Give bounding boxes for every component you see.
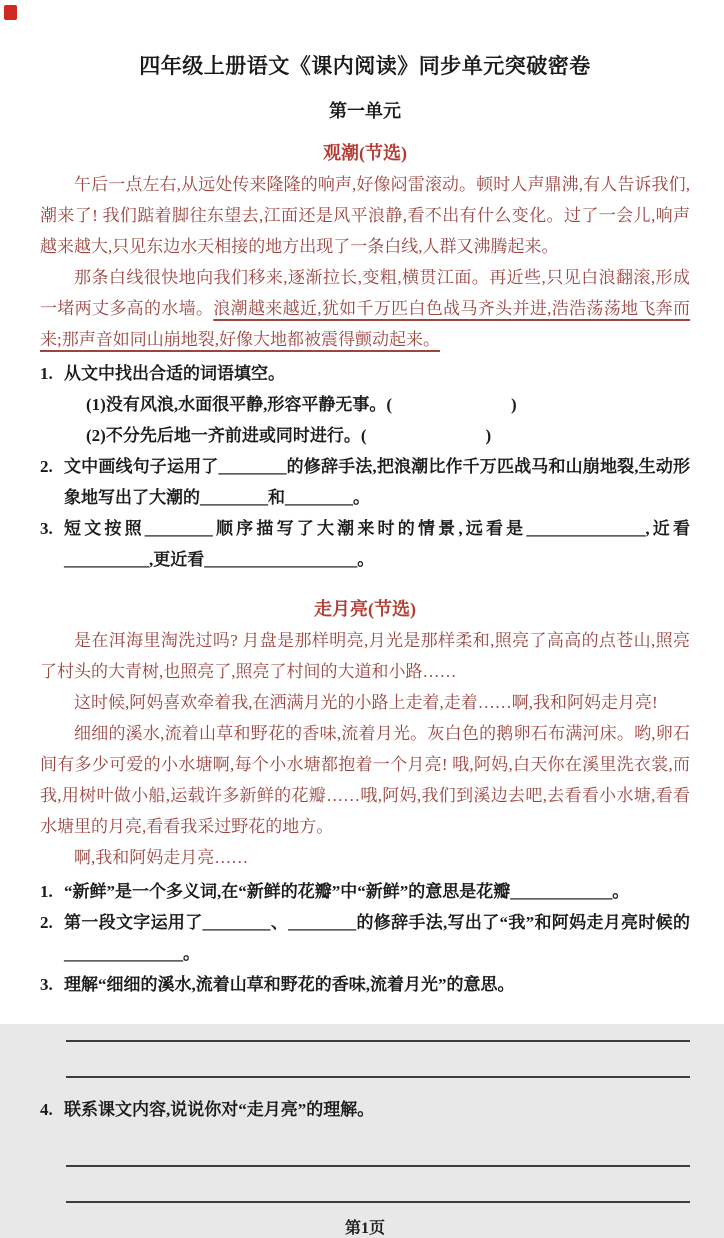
page-number: 第1页	[344, 1220, 385, 1237]
question-number: 2.	[40, 457, 53, 476]
passage-paragraph: 啊,我和阿妈走月亮……	[74, 848, 249, 867]
question-text: 短文按照________顺序描写了大潮来时的情景,远看是______________,近看__________,更近看__________________。	[64, 519, 690, 569]
sub-question: (1)没有风浪,水面很平静,形容平静无事。( )	[86, 395, 517, 414]
questions-zouyueliang	[40, 876, 690, 1203]
question-item	[40, 451, 690, 513]
question-number: 3.	[40, 975, 53, 994]
answer-line	[66, 1167, 690, 1203]
underlined-sentence: 浪潮越来越近,犹如千万匹白色战马齐头并进,浩浩荡荡地飞奔而来;那声音如同山崩地裂,好像大地都被震得颤动起来。	[40, 299, 691, 349]
question-text: 文中画线句子运用了________的修辞手法,把浪潮比作千万匹战马和山崩地裂,生动形象地写出了大潮的________和________。	[64, 457, 690, 507]
answer-line	[66, 1042, 690, 1078]
question-text: 从文中找出合适的词语填空。	[64, 364, 285, 383]
question-item	[40, 969, 690, 1000]
sub-question: (2)不分先后地一齐前进或同时进行。( )	[86, 426, 492, 445]
question-item	[40, 907, 690, 969]
passage-text: 那条白线很快地向我们移来,逐渐拉长,变粗,横贯江面。再近些,只见白浪翻滚,形成一堵两丈多高的水墙。	[40, 268, 690, 318]
question-text: “新鲜”是一个多义词,在“新鲜的花瓣”中“新鲜”的意思是花瓣____________。	[64, 882, 630, 901]
question-number: 1.	[40, 882, 53, 901]
question-number: 3.	[40, 519, 53, 538]
section-zouyueliang	[40, 595, 690, 1203]
passage-zouyueliang	[40, 625, 690, 873]
passage-title-zouyueliang: 走月亮(节选)	[314, 599, 416, 619]
question-number: 1.	[40, 364, 53, 383]
passage-guanchao	[40, 169, 690, 355]
passage-paragraph: 午后一点左右,从远处传来隆隆的响声,好像闷雷滚动。顿时人声鼎沸,有人告诉我们,潮来了! 我们踮着脚往东望去,江面还是风平浪静,看不出有什么变化。过了一会儿,响声越来越大,只见东边水天相接的地方出现了一条白线,人群又沸腾起来。	[40, 175, 690, 256]
passage-paragraph: 这时候,阿妈喜欢牵着我,在洒满月光的小路上走着,走着……啊,我和阿妈走月亮!	[74, 693, 658, 712]
page-title: 四年级上册语文《课内阅读》同步单元突破密卷	[139, 54, 591, 78]
corner-stamp-icon	[4, 5, 17, 20]
question-text: 联系课文内容,说说你对“走月亮”的理解。	[64, 1100, 375, 1119]
answer-area	[66, 1006, 690, 1078]
passage-paragraph: 是在洱海里淘洗过吗? 月盘是那样明亮,月光是那样柔和,照亮了高高的点苍山,照亮了村头的大青树,也照亮了,照亮了村间的大道和小路……	[40, 631, 690, 681]
passage-paragraph: 细细的溪水,流着山草和野花的香味,流着月光。灰白色的鹅卵石布满河床。哟,卵石间有多少可爱的小水塘啊,每个小水塘都抱着一个月亮! 哦,阿妈,白天你在溪里洗衣裳,而我,用树叶做小船,运载许多新鲜的花瓣……哦,阿妈,我们到溪边去吧,去看看小水塘,看看水塘里的月亮,看看我采过野花的地方。	[40, 724, 690, 836]
question-item	[40, 1094, 690, 1125]
answer-line	[66, 1006, 690, 1042]
question-item	[40, 513, 690, 575]
passage-title-guanchao: 观潮(节选)	[323, 143, 407, 163]
question-item	[40, 876, 690, 907]
answer-line	[66, 1131, 690, 1167]
question-number: 2.	[40, 913, 53, 932]
passage-paragraph	[40, 262, 690, 355]
question-text: 第一段文字运用了________、________的修辞手法,写出了“我”和阿妈走月亮时候的______________。	[64, 913, 690, 963]
question-text: 理解“细细的溪水,流着山草和野花的香味,流着月光”的意思。	[64, 975, 515, 994]
questions-guanchao	[40, 358, 690, 575]
question-number: 4.	[40, 1100, 53, 1119]
question-item	[40, 358, 690, 451]
section-guanchao	[40, 139, 690, 575]
unit-heading: 第一单元	[329, 101, 401, 121]
answer-area	[66, 1131, 690, 1203]
